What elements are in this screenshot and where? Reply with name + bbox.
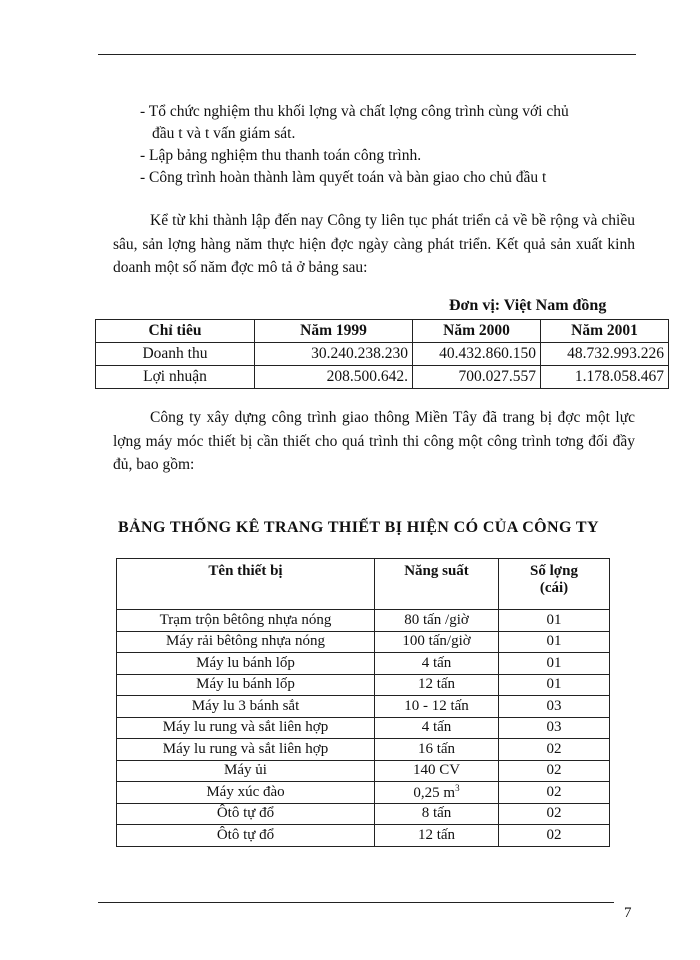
cell-text: 80 tấn /giờ — [404, 611, 469, 628]
table-row — [117, 674, 610, 696]
cell-text: 12 tấn — [417, 826, 456, 843]
cell-text: 02 — [546, 805, 562, 822]
table-cell — [499, 610, 610, 632]
table-cell — [117, 674, 375, 696]
table-cell — [499, 739, 610, 761]
equipment-table — [116, 558, 610, 847]
column-header: Năm 2001 — [541, 320, 669, 343]
quantity-header: Số lợng — [530, 563, 578, 579]
cell-text: 140 CV — [412, 762, 461, 779]
table-cell — [117, 825, 375, 847]
table-cell — [375, 739, 499, 761]
equipment-title: BẢNG THỐNG KÊ TRANG THIẾT BỊ HIỆN CÓ CỦA CÔNG TY — [118, 519, 599, 536]
table-cell — [499, 825, 610, 847]
table-cell — [117, 696, 375, 718]
table-row — [117, 653, 610, 675]
cell-text: Máy lu rung và sắt liên hợp — [162, 719, 329, 736]
table-cell — [375, 696, 499, 718]
table-cell — [117, 631, 375, 653]
table-cell — [499, 760, 610, 782]
cell-text: Máy lu bánh lốp — [196, 676, 295, 693]
table-row — [117, 803, 610, 825]
paragraph-equipment-text: Công ty xây dựng công trình giao thông Miền Tây đã trang bị đợc một lực lợng máy móc thiết bị cần thiết cho quá trình thi công một công trình tơng đối đầy đủ, bao gồm: — [113, 409, 635, 473]
cell-text: 01 — [546, 654, 562, 671]
table-cell — [499, 782, 610, 804]
table-row — [96, 343, 669, 366]
task-bullet-list — [140, 101, 640, 189]
column-header — [499, 559, 610, 610]
table-cell — [375, 803, 499, 825]
bullet-line: - Lập bảng nghiệm thu thanh toán công trình. — [140, 147, 422, 164]
table-row — [117, 696, 610, 718]
table-cell: 40.432.860.150 — [413, 343, 541, 366]
table-cell — [499, 653, 610, 675]
cell-text: 02 — [546, 826, 562, 843]
column-header: Năm 2000 — [413, 320, 541, 343]
footer-rule — [98, 902, 614, 903]
table-cell: Lợi nhuận — [96, 366, 255, 389]
cell-text: Máy rải bêtông nhựa nóng — [166, 633, 325, 650]
table-cell — [375, 782, 499, 804]
cell-text: 01 — [546, 633, 562, 650]
table-row — [117, 825, 610, 847]
table-row — [117, 631, 610, 653]
table-cell — [375, 610, 499, 632]
table-cell — [117, 760, 375, 782]
paragraph-growth — [113, 209, 635, 280]
bullet-line: - Tổ chức nghiệm thu khối lợng và chất lợng công trình cùng với chủ — [140, 103, 569, 120]
cell-text: 02 — [546, 740, 562, 757]
table-cell — [375, 653, 499, 675]
cell-text: Máy lu rung và sắt liên hợp — [162, 740, 329, 757]
cell-text: 01 — [546, 676, 562, 693]
table-row — [117, 717, 610, 739]
cell-text: Ôtô tự đổ — [216, 826, 275, 843]
cell-text: 16 tấn — [417, 740, 456, 757]
cell-text: 01 — [546, 611, 562, 628]
cell-text: 4 tấn — [421, 654, 452, 671]
paragraph-growth-text: Kể từ khi thành lập đến nay Công ty liên tục phát triển cả về bề rộng và chiều sâu, sản lợng hàng năm thực hiện đợc ngày càng phát triển. Kết quả sản xuất kinh doanh một số năm đợc mô tả ở bảng sau: — [113, 212, 635, 276]
table-cell: 48.732.993.226 — [541, 343, 669, 366]
cell-text: 02 — [546, 762, 562, 779]
cell-text: 12 tấn — [417, 676, 456, 693]
table-cell — [499, 717, 610, 739]
bullet-item — [140, 145, 640, 167]
table-row — [96, 366, 669, 389]
cell-text: 03 — [546, 697, 562, 714]
table-row — [117, 782, 610, 804]
unit-note: Đơn vị: Việt Nam đồng — [449, 297, 607, 314]
table-cell — [117, 717, 375, 739]
table-cell: 208.500.642. — [255, 366, 413, 389]
table-cell — [117, 653, 375, 675]
table-header-row — [117, 559, 610, 610]
cell-text: 4 tấn — [421, 719, 452, 736]
equipment-rows — [117, 610, 610, 847]
cell-text: 8 tấn — [421, 805, 452, 822]
table-cell — [117, 739, 375, 761]
cell-text: Ôtô tự đổ — [216, 805, 275, 822]
bullet-line: - Công trình hoàn thành làm quyết toán và bàn giao cho chủ đầu t — [140, 169, 547, 186]
cell-text: Máy ủi — [224, 762, 267, 779]
table-cell — [375, 674, 499, 696]
quantity-unit: (cái) — [539, 580, 569, 596]
table-cell — [499, 631, 610, 653]
table-cell — [499, 674, 610, 696]
table-cell: 30.240.238.230 — [255, 343, 413, 366]
column-header: Tên thiết bị — [117, 559, 375, 610]
table-cell — [375, 825, 499, 847]
table-cell: 700.027.557 — [413, 366, 541, 389]
cell-text: Trạm trộn bêtông nhựa nóng — [159, 611, 332, 628]
table-cell: 1.178.058.467 — [541, 366, 669, 389]
cell-text: 0,25 m — [413, 784, 456, 801]
table-cell — [375, 631, 499, 653]
table-cell — [117, 782, 375, 804]
column-header: Năm 1999 — [255, 320, 413, 343]
unit-superscript: 3 — [455, 782, 460, 793]
table-row — [117, 610, 610, 632]
table-cell — [117, 803, 375, 825]
bullet-item — [140, 167, 640, 189]
cell-text: 10 - 12 tấn — [404, 697, 469, 714]
paragraph-equipment — [113, 406, 635, 477]
column-header: Năng suất — [375, 559, 499, 610]
table-row — [117, 760, 610, 782]
table-cell — [117, 610, 375, 632]
table-cell: Doanh thu — [96, 343, 255, 366]
table-header-row — [96, 320, 669, 343]
column-header: Chỉ tiêu — [96, 320, 255, 343]
cell-text: 100 tấn/giờ — [402, 633, 471, 650]
table-cell — [375, 717, 499, 739]
results-table — [95, 319, 669, 389]
cell-text: Máy xúc đào — [206, 783, 285, 800]
page-number: 7 — [624, 905, 632, 921]
cell-text: 03 — [546, 719, 562, 736]
table-row — [117, 739, 610, 761]
bullet-continuation: đầu t và t vấn giám sát. — [152, 125, 296, 142]
table-cell — [375, 760, 499, 782]
cell-text: Máy lu 3 bánh sắt — [191, 697, 300, 714]
bullet-item — [140, 101, 640, 145]
cell-text: Máy lu bánh lốp — [196, 654, 295, 671]
table-cell — [499, 696, 610, 718]
header-rule — [98, 54, 636, 55]
table-cell — [499, 803, 610, 825]
cell-text: 02 — [546, 783, 562, 800]
